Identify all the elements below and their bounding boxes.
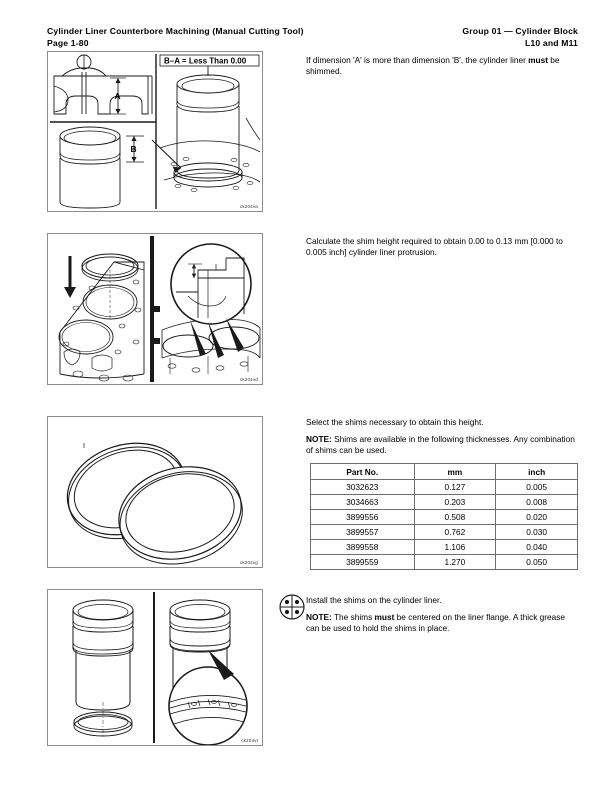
note-text: Shims are available in the following thicknesses. Any combination of shims can be used.	[306, 434, 575, 456]
header-right	[462, 26, 578, 49]
paragraph-text: If dimension 'A' is more than dimension 'B', the cylinder liner	[306, 55, 529, 65]
table-cell-part-no: 3034663	[311, 495, 415, 510]
figure-1-illustration	[48, 52, 262, 211]
table-cell-part-no: 3899556	[311, 510, 415, 525]
table-row	[311, 495, 578, 510]
shim-thickness-table	[310, 463, 578, 570]
svg-text:A: A	[114, 91, 121, 101]
table-row	[311, 525, 578, 540]
table-cell-inch: 0.050	[496, 555, 578, 570]
note-label: NOTE:	[306, 612, 332, 622]
column-header-mm: mm	[414, 464, 496, 480]
emphasis-must: must	[528, 55, 548, 65]
shims-pinwheel-glyph	[277, 592, 307, 622]
table-cell-inch: 0.008	[496, 495, 578, 510]
table-cell-part-no: 3899559	[311, 555, 415, 570]
table-cell-mm: 1.270	[414, 555, 496, 570]
page-header	[47, 26, 578, 52]
table-cell-inch: 0.040	[496, 540, 578, 555]
paragraph-select-shims: Select the shims necessary to obtain this height.	[306, 417, 484, 427]
table-cell-mm: 0.127	[414, 480, 496, 495]
paragraph-calculate-shim-height: Calculate the shim height required to obtain 0.00 to 0.13 mm [0.000 to 0.005 inch] cylinder liner protrusion.	[306, 236, 563, 258]
paragraph-install-shims: Install the shims on the cylinder liner.	[306, 595, 442, 605]
header-left	[47, 26, 304, 49]
note-text: The shims	[331, 612, 375, 622]
header-title: Cylinder Liner Counterbore Machining (Manual Cutting Tool)	[47, 26, 304, 36]
note-label: NOTE:	[306, 434, 332, 444]
table-cell-mm: 0.203	[414, 495, 496, 510]
shims-pinwheel-icon	[277, 592, 307, 622]
svg-text:B–A = Less Than 0.00: B–A = Less Than 0.00	[164, 56, 247, 66]
paragraph-shim-required	[306, 55, 580, 77]
table-row	[311, 480, 578, 495]
header-group: Group 01 — Cylinder Block	[462, 26, 578, 36]
figure-id-label: ck204vd	[239, 377, 258, 382]
table-cell-inch: 0.005	[496, 480, 578, 495]
emphasis-must: must	[374, 612, 395, 622]
paragraph-text-cont: be shimmed.	[306, 55, 560, 77]
table-cell-mm: 1.106	[414, 540, 496, 555]
table-row	[311, 510, 578, 525]
table-cell-mm: 0.508	[414, 510, 496, 525]
figure-liner-protrusion-measurement	[47, 51, 263, 212]
table-cell-part-no: 3032623	[311, 480, 415, 495]
table-cell-inch: 0.020	[496, 510, 578, 525]
figure-3-illustration	[48, 417, 262, 567]
table-cell-inch: 0.030	[496, 525, 578, 540]
table-row	[311, 540, 578, 555]
note-shim-thicknesses	[306, 434, 580, 456]
figure-2-illustration	[48, 234, 262, 384]
figure-4-illustration	[48, 590, 262, 745]
note-text-cont: be centered on the liner flange. A thick grease can be used to hold the shims in place.	[306, 612, 566, 634]
page-number: Page 1-80	[47, 37, 89, 48]
figure-id-label: ck204va	[239, 204, 258, 209]
figure-id-label: ck204vg	[239, 560, 258, 565]
note-center-shims	[306, 612, 580, 634]
table-cell-part-no: 3899558	[311, 540, 415, 555]
figure-1-callout	[160, 55, 259, 66]
figure-id-label: ck204vt	[241, 738, 258, 743]
figure-shim-installation-block	[47, 233, 263, 385]
table-row	[311, 555, 578, 570]
figure-shims-on-liner	[47, 589, 263, 746]
table-cell-mm: 0.762	[414, 525, 496, 540]
column-header-part-no: Part No.	[311, 464, 415, 480]
svg-text:B: B	[130, 144, 137, 154]
figure-shims-rings	[47, 416, 263, 568]
table-cell-part-no: 3899557	[311, 525, 415, 540]
table-header-row	[311, 464, 578, 480]
column-header-inch: inch	[496, 464, 578, 480]
header-model: L10 and M11	[525, 37, 578, 48]
